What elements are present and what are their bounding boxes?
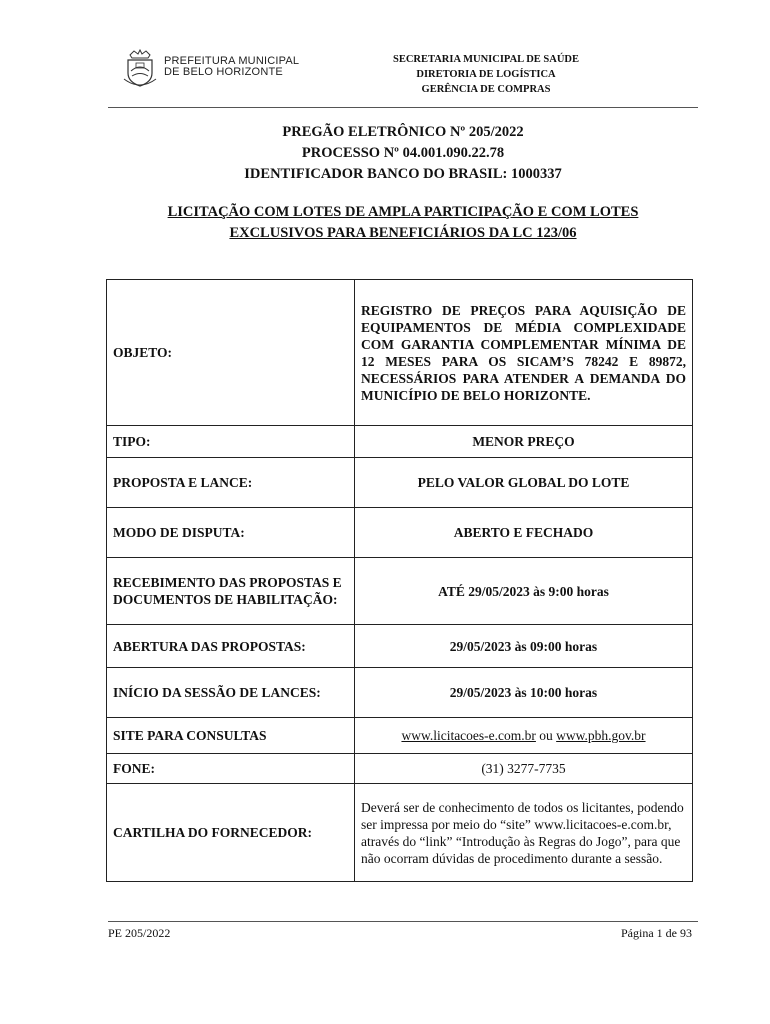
logo-line-2: DE BELO HORIZONTE	[164, 66, 283, 78]
subtitle-line-1: LICITAÇÃO COM LOTES DE AMPLA PARTICIPAÇÃO E COM LOTES	[167, 204, 639, 220]
table-row-site	[107, 718, 693, 754]
table-row-inicio	[107, 668, 693, 718]
table-row-objeto	[107, 280, 693, 426]
prefeitura-logo	[122, 49, 300, 89]
footer-divider	[108, 921, 698, 922]
footer-page-number: Página 1 de 93	[621, 926, 692, 940]
department-block	[356, 52, 616, 97]
abertura-label: ABERTURA DAS PROPOSTAS:	[107, 625, 355, 668]
table-row-recebimento	[107, 558, 693, 625]
cartilha-value: Deverá ser de conhecimento de todos os licitantes, podendo ser impressa por meio do “site” www.licitacoes-e.com.br, através do “link” “Introdução às Regras do Jogo”, para que não ocorram dúvidas de procedimento durante a sessão.	[355, 784, 693, 882]
logo-line-1: PREFEITURA MUNICIPAL	[164, 55, 300, 67]
modo-label: MODO DE DISPUTA:	[107, 508, 355, 558]
objeto-label: OBJETO:	[107, 280, 355, 426]
pbh-link[interactable]: www.pbh.gov.br	[556, 728, 646, 743]
abertura-value: 29/05/2023 às 09:00 horas	[355, 625, 693, 668]
table-row-abertura	[107, 625, 693, 668]
site-value	[355, 718, 693, 754]
recebimento-label: RECEBIMENTO DAS PROPOSTAS E DOCUMENTOS DE HABILITAÇÃO:	[107, 558, 355, 625]
fone-value: (31) 3277-7735	[355, 754, 693, 784]
cartilha-label: CARTILHA DO FORNECEDOR:	[107, 784, 355, 882]
tipo-label: TIPO:	[107, 426, 355, 458]
subtitle-line-2: EXCLUSIVOS PARA BENEFICIÁRIOS DA LC 123/06	[229, 225, 577, 241]
tipo-value: MENOR PREÇO	[355, 426, 693, 458]
fone-label: FONE:	[107, 754, 355, 784]
site-label: SITE PARA CONSULTAS	[107, 718, 355, 754]
proposta-value: PELO VALOR GLOBAL DO LOTE	[355, 458, 693, 508]
licitacao-subtitle	[108, 202, 698, 244]
licitacoes-link[interactable]: www.licitacoes-e.com.br	[401, 728, 536, 743]
table-row-modo	[107, 508, 693, 558]
recebimento-value: ATÉ 29/05/2023 às 9:00 horas	[355, 558, 693, 625]
table-row-cartilha	[107, 784, 693, 882]
table-row-tipo	[107, 426, 693, 458]
department-line-1: SECRETARIA MUNICIPAL DE SAÚDE	[392, 54, 580, 65]
objeto-value: REGISTRO DE PREÇOS PARA AQUISIÇÃO DE EQUIPAMENTOS DE MÉDIA COMPLEXIDADE COM GARANTIA COMPLEMENTAR MÍNIMA DE 12 MESES PARA OS SICAM’S 78242 E 89872, NECESSÁRIOS PARA ATENDER A DEMANDA DO MUNICÍPIO DE BELO HORIZONTE.	[355, 280, 693, 426]
table-row-fone	[107, 754, 693, 784]
header-divider	[108, 107, 698, 108]
page-header	[108, 45, 698, 107]
table-row-proposta	[107, 458, 693, 508]
department-line-3: GERÊNCIA DE COMPRAS	[421, 84, 551, 95]
city-coat-of-arms-icon	[122, 49, 158, 89]
department-line-2: DIRETORIA DE LOGÍSTICA	[416, 69, 556, 80]
title-processo: PROCESSO Nº 04.001.090.22.78	[301, 145, 505, 161]
title-pregao: PREGÃO ELETRÔNICO Nº 205/2022	[282, 124, 524, 140]
site-connector: ou	[539, 728, 553, 743]
modo-value: ABERTO E FECHADO	[355, 508, 693, 558]
proposta-label: PROPOSTA E LANCE:	[107, 458, 355, 508]
inicio-value: 29/05/2023 às 10:00 horas	[355, 668, 693, 718]
title-identificador: IDENTIFICADOR BANCO DO BRASIL: 1000337	[244, 166, 562, 182]
footer-document-code: PE 205/2022	[108, 926, 171, 940]
document-title-block	[108, 122, 698, 185]
info-table	[106, 279, 693, 882]
inicio-label: INÍCIO DA SESSÃO DE LANCES:	[107, 668, 355, 718]
logo-text	[164, 56, 299, 78]
